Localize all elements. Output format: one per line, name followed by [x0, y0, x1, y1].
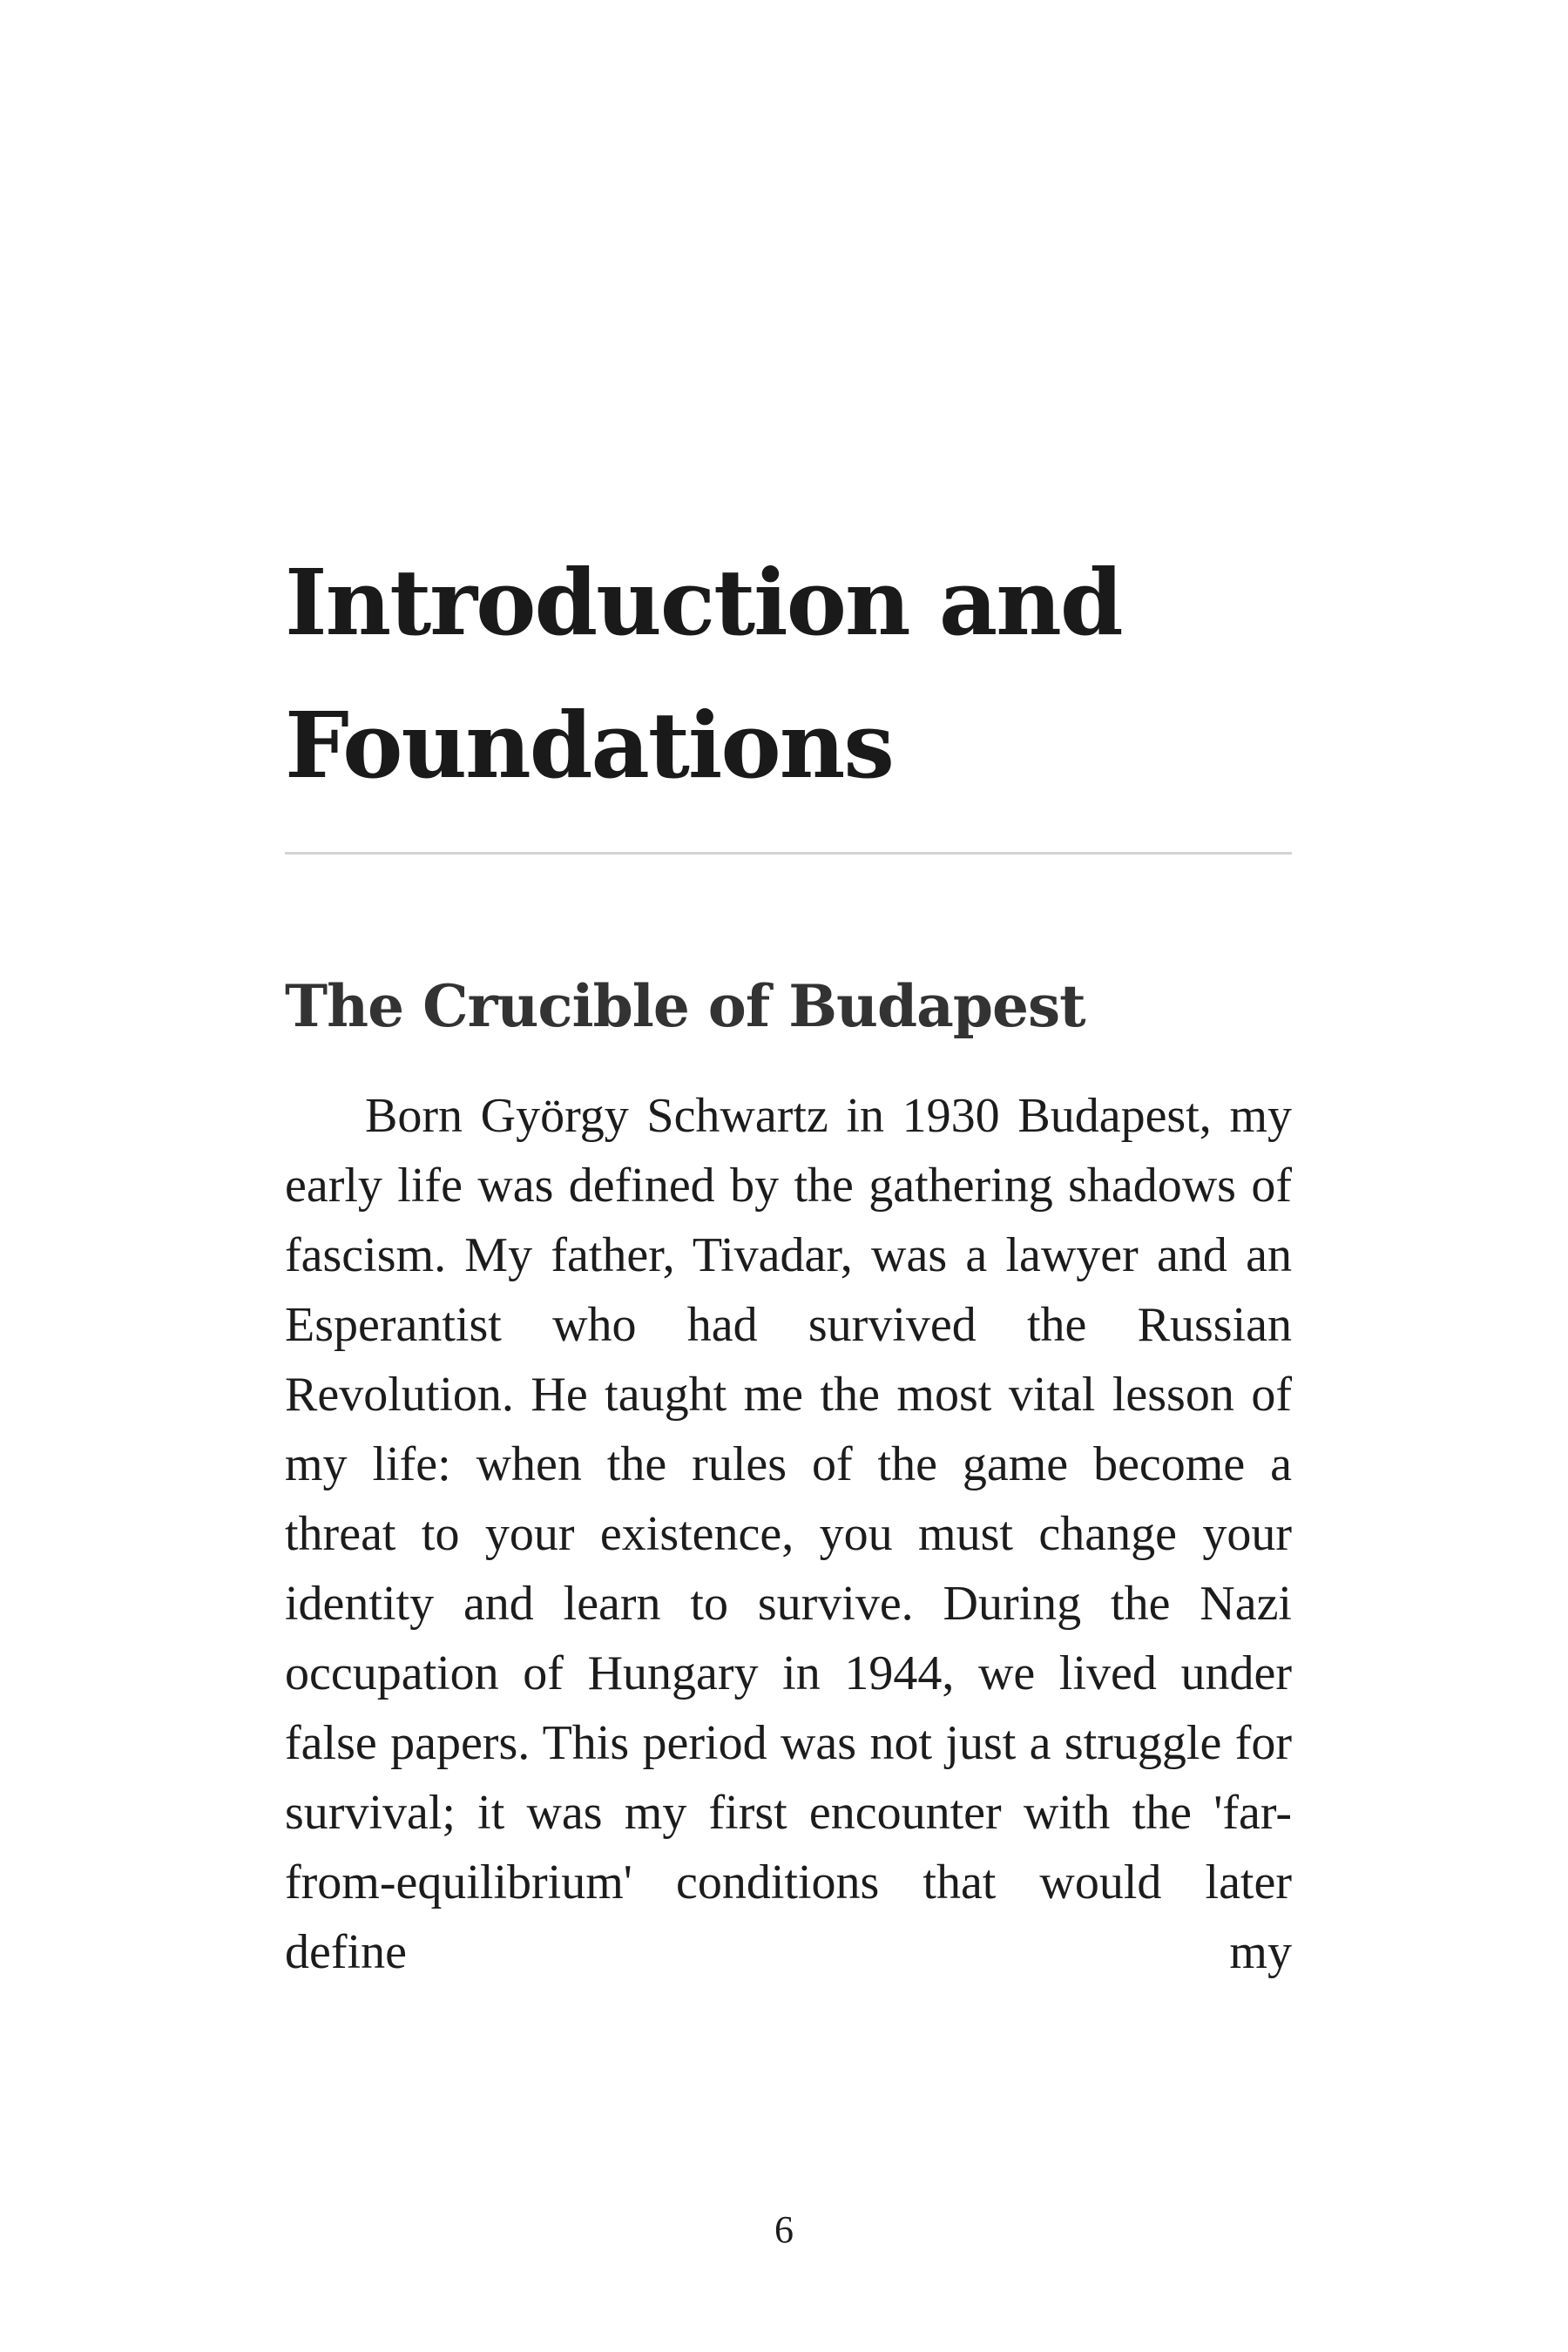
chapter-title	[285, 531, 1292, 817]
body-paragraph: Born György Schwartz in 1930 Budapest, my early life was defined by the gathering shadows of fascism. My father, Tivadar, was a lawyer and an Esperantist who had survived the Russian Revolution. He taught me the most vital lesson of my life: when the rules of the game become a threat to your existence, you must change your identity and learn to survive. During the Nazi occupation of Hungary in 1944, we lived under false papers. This period was not just a struggle for survival; it was my first encounter with the 'far-from-equilibrium' conditions that would later define my	[285, 1089, 1292, 1979]
page-content	[285, 531, 1292, 1987]
section-heading: The Crucible of Budapest	[285, 972, 1085, 1040]
page-number: 6	[774, 2208, 794, 2251]
title-divider	[285, 852, 1292, 855]
chapter-title-line-1: Introduction and	[285, 549, 1122, 656]
chapter-title-line-2: Foundations	[285, 692, 893, 799]
